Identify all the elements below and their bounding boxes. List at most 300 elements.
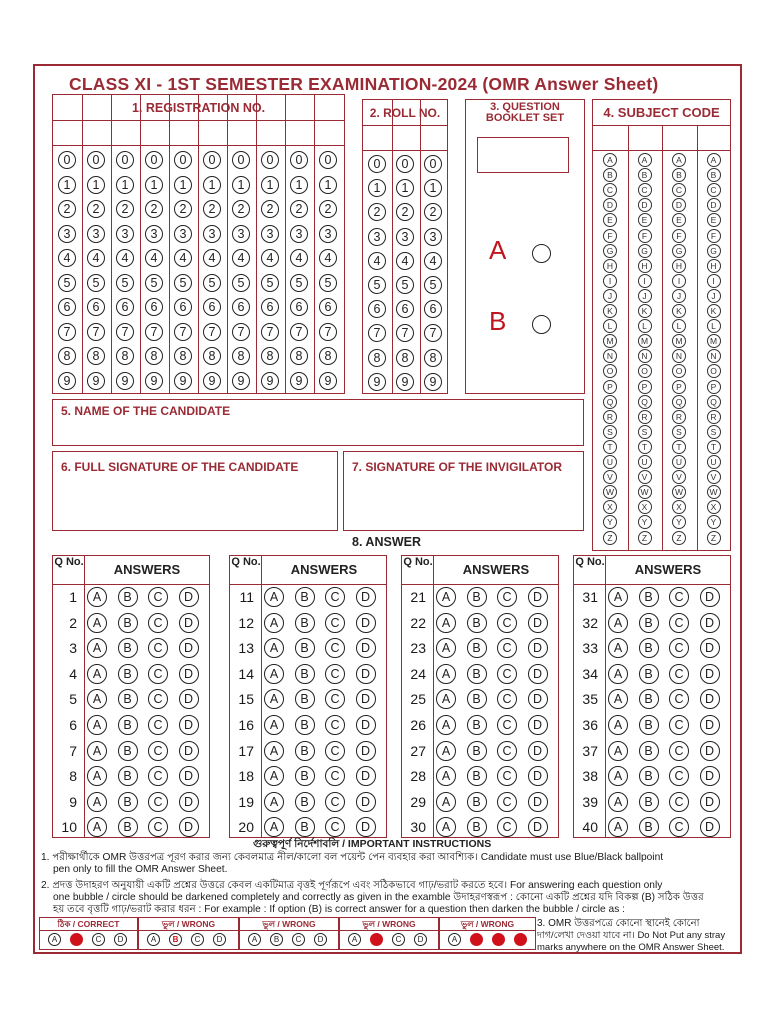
answer-option-bubble[interactable]: A [608, 715, 628, 735]
answer-option-bubble[interactable]: C [669, 638, 689, 658]
subject-code-bubble[interactable]: V [707, 470, 721, 484]
answer-option-bubble[interactable]: C [148, 817, 168, 837]
registration-digit-box[interactable] [227, 121, 256, 145]
subject-code-bubble[interactable]: S [672, 425, 686, 439]
subject-code-bubble[interactable]: Z [707, 531, 721, 545]
registration-digit-bubble[interactable]: 7 [116, 323, 134, 341]
registration-digit-bubble[interactable]: 4 [290, 249, 308, 267]
registration-digit-bubble[interactable]: 2 [116, 200, 134, 218]
registration-digit-bubble[interactable]: 6 [290, 298, 308, 316]
subject-code-bubble[interactable]: D [707, 198, 721, 212]
answer-option-bubble[interactable]: D [179, 613, 199, 633]
registration-digit-bubble[interactable]: 3 [87, 225, 105, 243]
subject-code-bubble[interactable]: E [638, 213, 652, 227]
subject-code-bubble[interactable]: O [603, 364, 617, 378]
answer-option-bubble[interactable]: D [356, 741, 376, 761]
answer-option-bubble[interactable]: C [669, 766, 689, 786]
answer-option-bubble[interactable]: A [436, 817, 456, 837]
registration-digit-bubble[interactable]: 2 [203, 200, 221, 218]
roll-digit-bubble[interactable]: 0 [368, 155, 386, 173]
registration-digit-bubble[interactable]: 0 [174, 151, 192, 169]
answer-option-bubble[interactable]: C [669, 613, 689, 633]
answer-option-bubble[interactable]: D [700, 587, 720, 607]
answer-option-bubble[interactable]: D [179, 664, 199, 684]
answer-option-bubble[interactable]: B [295, 741, 315, 761]
roll-digit-bubble[interactable]: 7 [424, 324, 442, 342]
answer-option-bubble[interactable]: A [87, 741, 107, 761]
registration-digit-bubble[interactable]: 8 [203, 347, 221, 365]
invigilator-signature-block[interactable] [343, 451, 584, 531]
answer-option-bubble[interactable]: D [528, 766, 548, 786]
answer-option-bubble[interactable]: A [264, 613, 284, 633]
registration-digit-bubble[interactable]: 9 [145, 372, 163, 390]
registration-digit-box[interactable] [169, 121, 198, 145]
answer-option-bubble[interactable]: D [179, 715, 199, 735]
registration-digit-bubble[interactable]: 2 [319, 200, 337, 218]
subject-code-bubble[interactable]: I [707, 274, 721, 288]
answer-option-bubble[interactable]: B [639, 715, 659, 735]
roll-digit-bubble[interactable]: 9 [368, 373, 386, 391]
registration-digit-bubble[interactable]: 8 [174, 347, 192, 365]
answer-option-bubble[interactable]: B [118, 613, 138, 633]
subject-code-bubble[interactable]: N [672, 349, 686, 363]
registration-digit-bubble[interactable]: 3 [319, 225, 337, 243]
answer-option-bubble[interactable]: C [497, 689, 517, 709]
registration-digit-bubble[interactable]: 6 [58, 298, 76, 316]
answer-option-bubble[interactable]: A [87, 817, 107, 837]
answer-option-bubble[interactable]: A [87, 792, 107, 812]
subject-code-bubble[interactable]: A [603, 153, 617, 167]
registration-digit-bubble[interactable]: 7 [145, 323, 163, 341]
subject-code-bubble[interactable]: T [707, 440, 721, 454]
answer-option-bubble[interactable]: A [264, 766, 284, 786]
answer-option-bubble[interactable]: C [497, 792, 517, 812]
subject-code-bubble[interactable]: V [603, 470, 617, 484]
subject-code-bubble[interactable]: I [603, 274, 617, 288]
answer-option-bubble[interactable]: B [467, 689, 487, 709]
answer-option-bubble[interactable]: D [356, 664, 376, 684]
answer-option-bubble[interactable]: D [179, 817, 199, 837]
answer-option-bubble[interactable]: C [148, 741, 168, 761]
registration-digit-bubble[interactable]: 6 [319, 298, 337, 316]
answer-option-bubble[interactable]: D [700, 792, 720, 812]
answer-option-bubble[interactable]: B [639, 792, 659, 812]
registration-digit-bubble[interactable]: 4 [145, 249, 163, 267]
answer-option-bubble[interactable]: A [264, 664, 284, 684]
registration-digit-bubble[interactable]: 9 [116, 372, 134, 390]
answer-option-bubble[interactable]: C [669, 664, 689, 684]
answer-option-bubble[interactable]: D [356, 638, 376, 658]
subject-code-bubble[interactable]: P [638, 380, 652, 394]
answer-option-bubble[interactable]: C [325, 715, 345, 735]
subject-code-bubble[interactable]: Q [707, 395, 721, 409]
subject-code-bubble[interactable]: M [603, 334, 617, 348]
answer-option-bubble[interactable]: A [608, 766, 628, 786]
roll-digit-bubble[interactable]: 7 [368, 324, 386, 342]
registration-digit-box[interactable] [140, 121, 169, 145]
answer-option-bubble[interactable]: B [295, 638, 315, 658]
answer-option-bubble[interactable]: C [325, 766, 345, 786]
subject-code-bubble[interactable]: J [707, 289, 721, 303]
answer-option-bubble[interactable]: B [295, 613, 315, 633]
registration-digit-bubble[interactable]: 6 [232, 298, 250, 316]
subject-code-bubble[interactable]: Y [672, 515, 686, 529]
registration-digit-bubble[interactable]: 4 [232, 249, 250, 267]
answer-option-bubble[interactable]: C [325, 613, 345, 633]
registration-digit-bubble[interactable]: 0 [116, 151, 134, 169]
registration-digit-bubble[interactable]: 1 [145, 176, 163, 194]
answer-option-bubble[interactable]: C [148, 715, 168, 735]
answer-option-bubble[interactable]: D [528, 741, 548, 761]
subject-code-bubble[interactable]: X [707, 500, 721, 514]
answer-option-bubble[interactable]: A [264, 689, 284, 709]
roll-digit-bubble[interactable]: 4 [368, 252, 386, 270]
subject-code-bubble[interactable]: G [672, 244, 686, 258]
subject-code-bubble[interactable]: H [707, 259, 721, 273]
subject-code-bubble[interactable]: O [672, 364, 686, 378]
registration-digit-bubble[interactable]: 5 [290, 274, 308, 292]
answer-option-bubble[interactable]: C [497, 715, 517, 735]
answer-option-bubble[interactable]: D [528, 587, 548, 607]
subject-code-bubble[interactable]: F [638, 229, 652, 243]
registration-digit-bubble[interactable]: 2 [290, 200, 308, 218]
answer-option-bubble[interactable]: A [608, 587, 628, 607]
answer-option-bubble[interactable]: B [118, 766, 138, 786]
registration-digit-bubble[interactable]: 8 [232, 347, 250, 365]
registration-digit-bubble[interactable]: 5 [174, 274, 192, 292]
answer-option-bubble[interactable]: B [467, 587, 487, 607]
answer-option-bubble[interactable]: B [118, 638, 138, 658]
booklet-set-a-bubble[interactable] [532, 244, 551, 263]
roll-digit-bubble[interactable]: 9 [396, 373, 414, 391]
subject-code-bubble[interactable]: D [603, 198, 617, 212]
registration-digit-box[interactable] [111, 121, 140, 145]
registration-digit-bubble[interactable]: 3 [261, 225, 279, 243]
roll-digit-bubble[interactable]: 2 [368, 203, 386, 221]
subject-code-bubble[interactable]: X [638, 500, 652, 514]
subject-code-bubble[interactable]: B [672, 168, 686, 182]
registration-digit-bubble[interactable]: 1 [116, 176, 134, 194]
subject-code-bubble[interactable]: N [707, 349, 721, 363]
answer-option-bubble[interactable]: C [497, 766, 517, 786]
registration-digit-bubble[interactable]: 1 [232, 176, 250, 194]
registration-digit-bubble[interactable]: 0 [203, 151, 221, 169]
registration-digit-bubble[interactable]: 8 [145, 347, 163, 365]
answer-option-bubble[interactable]: B [295, 817, 315, 837]
answer-option-bubble[interactable]: A [436, 715, 456, 735]
subject-code-bubble[interactable]: M [672, 334, 686, 348]
subject-code-bubble[interactable]: K [603, 304, 617, 318]
answer-option-bubble[interactable]: A [608, 817, 628, 837]
answer-option-bubble[interactable]: A [608, 792, 628, 812]
registration-digit-box[interactable] [198, 121, 227, 145]
answer-option-bubble[interactable]: D [356, 792, 376, 812]
subject-code-bubble[interactable]: K [638, 304, 652, 318]
subject-code-bubble[interactable]: G [638, 244, 652, 258]
registration-digit-bubble[interactable]: 8 [116, 347, 134, 365]
answer-option-bubble[interactable]: B [467, 715, 487, 735]
answer-option-bubble[interactable]: D [700, 613, 720, 633]
subject-code-bubble[interactable]: G [707, 244, 721, 258]
registration-digit-box[interactable] [53, 121, 82, 145]
answer-option-bubble[interactable]: D [528, 792, 548, 812]
answer-option-bubble[interactable]: C [497, 817, 517, 837]
answer-option-bubble[interactable]: A [608, 638, 628, 658]
answer-option-bubble[interactable]: B [295, 587, 315, 607]
candidate-signature-block[interactable] [52, 451, 338, 531]
registration-digit-bubble[interactable]: 7 [261, 323, 279, 341]
registration-digit-bubble[interactable]: 3 [116, 225, 134, 243]
roll-digit-bubble[interactable]: 5 [424, 276, 442, 294]
roll-digit-bubble[interactable]: 1 [424, 179, 442, 197]
answer-option-bubble[interactable]: A [87, 766, 107, 786]
answer-option-bubble[interactable]: B [295, 689, 315, 709]
answer-option-bubble[interactable]: D [179, 638, 199, 658]
registration-digit-bubble[interactable]: 0 [232, 151, 250, 169]
registration-digit-bubble[interactable]: 1 [319, 176, 337, 194]
registration-digit-bubble[interactable]: 0 [87, 151, 105, 169]
subject-code-bubble[interactable]: Q [638, 395, 652, 409]
subject-code-bubble[interactable]: O [707, 364, 721, 378]
subject-code-bubble[interactable]: G [603, 244, 617, 258]
subject-code-bubble[interactable]: E [707, 213, 721, 227]
subject-code-bubble[interactable]: I [672, 274, 686, 288]
registration-digit-bubble[interactable]: 5 [116, 274, 134, 292]
registration-digit-bubble[interactable]: 6 [261, 298, 279, 316]
subject-code-bubble[interactable]: Z [603, 531, 617, 545]
registration-digit-bubble[interactable]: 5 [145, 274, 163, 292]
registration-digit-bubble[interactable]: 8 [319, 347, 337, 365]
subject-code-bubble[interactable]: R [707, 410, 721, 424]
answer-option-bubble[interactable]: C [325, 817, 345, 837]
roll-digit-bubble[interactable]: 5 [368, 276, 386, 294]
answer-option-bubble[interactable]: D [700, 715, 720, 735]
roll-digit-bubble[interactable]: 1 [396, 179, 414, 197]
registration-digit-box[interactable] [256, 121, 285, 145]
answer-option-bubble[interactable]: D [356, 689, 376, 709]
roll-digit-bubble[interactable]: 7 [396, 324, 414, 342]
subject-code-bubble[interactable]: L [672, 319, 686, 333]
subject-code-bubble[interactable]: U [638, 455, 652, 469]
answer-option-bubble[interactable]: D [700, 817, 720, 837]
registration-digit-bubble[interactable]: 1 [58, 176, 76, 194]
roll-digit-bubble[interactable]: 0 [424, 155, 442, 173]
registration-digit-bubble[interactable]: 2 [145, 200, 163, 218]
answer-option-bubble[interactable]: A [87, 638, 107, 658]
answer-option-bubble[interactable]: C [148, 792, 168, 812]
answer-option-bubble[interactable]: B [639, 613, 659, 633]
answer-option-bubble[interactable]: D [356, 766, 376, 786]
registration-digit-bubble[interactable]: 4 [203, 249, 221, 267]
answer-option-bubble[interactable]: D [356, 715, 376, 735]
subject-code-bubble[interactable]: N [638, 349, 652, 363]
subject-code-bubble[interactable]: E [672, 213, 686, 227]
answer-option-bubble[interactable]: D [528, 817, 548, 837]
subject-code-bubble[interactable]: O [638, 364, 652, 378]
registration-digit-bubble[interactable]: 7 [203, 323, 221, 341]
registration-digit-bubble[interactable]: 9 [87, 372, 105, 390]
registration-digit-bubble[interactable]: 8 [261, 347, 279, 365]
registration-digit-bubble[interactable]: 3 [145, 225, 163, 243]
registration-digit-bubble[interactable]: 7 [58, 323, 76, 341]
answer-option-bubble[interactable]: C [325, 638, 345, 658]
subject-code-bubble[interactable]: S [603, 425, 617, 439]
answer-option-bubble[interactable]: D [528, 715, 548, 735]
registration-digit-bubble[interactable]: 8 [87, 347, 105, 365]
subject-code-bubble[interactable]: R [638, 410, 652, 424]
registration-digit-bubble[interactable]: 7 [319, 323, 337, 341]
answer-option-bubble[interactable]: B [467, 664, 487, 684]
roll-digit-bubble[interactable]: 8 [396, 349, 414, 367]
subject-code-bubble[interactable]: F [672, 229, 686, 243]
answer-option-bubble[interactable]: C [497, 664, 517, 684]
registration-digit-bubble[interactable]: 2 [261, 200, 279, 218]
registration-digit-bubble[interactable]: 0 [319, 151, 337, 169]
answer-option-bubble[interactable]: A [87, 715, 107, 735]
subject-code-bubble[interactable]: M [707, 334, 721, 348]
answer-option-bubble[interactable]: B [295, 664, 315, 684]
registration-digit-bubble[interactable]: 4 [87, 249, 105, 267]
answer-option-bubble[interactable]: A [436, 792, 456, 812]
answer-option-bubble[interactable]: C [325, 664, 345, 684]
roll-digit-bubble[interactable]: 2 [424, 203, 442, 221]
answer-option-bubble[interactable]: A [436, 741, 456, 761]
subject-code-bubble[interactable]: T [638, 440, 652, 454]
roll-digit-bubble[interactable]: 4 [396, 252, 414, 270]
answer-option-bubble[interactable]: C [669, 587, 689, 607]
registration-digit-bubble[interactable]: 9 [203, 372, 221, 390]
subject-code-bubble[interactable]: T [672, 440, 686, 454]
answer-option-bubble[interactable]: C [148, 689, 168, 709]
answer-option-bubble[interactable]: A [87, 664, 107, 684]
candidate-name-block[interactable] [52, 399, 584, 446]
subject-code-bubble[interactable]: C [707, 183, 721, 197]
subject-code-bubble[interactable]: T [603, 440, 617, 454]
answer-option-bubble[interactable]: A [264, 715, 284, 735]
answer-option-bubble[interactable]: A [87, 689, 107, 709]
answer-option-bubble[interactable]: B [639, 741, 659, 761]
answer-option-bubble[interactable]: C [497, 638, 517, 658]
registration-digit-bubble[interactable]: 6 [116, 298, 134, 316]
subject-code-bubble[interactable]: Z [672, 531, 686, 545]
subject-code-bubble[interactable]: D [672, 198, 686, 212]
subject-code-bubble[interactable]: B [707, 168, 721, 182]
registration-digit-bubble[interactable]: 5 [58, 274, 76, 292]
answer-option-bubble[interactable]: B [118, 587, 138, 607]
subject-code-bubble[interactable]: W [638, 485, 652, 499]
booklet-write-box[interactable] [477, 137, 569, 173]
answer-option-bubble[interactable]: B [118, 741, 138, 761]
registration-digit-bubble[interactable]: 3 [58, 225, 76, 243]
subject-code-bubble[interactable]: R [672, 410, 686, 424]
registration-digit-box[interactable] [285, 121, 314, 145]
roll-digit-bubble[interactable]: 2 [396, 203, 414, 221]
subject-code-bubble[interactable]: U [672, 455, 686, 469]
answer-option-bubble[interactable]: A [436, 689, 456, 709]
answer-option-bubble[interactable]: D [179, 689, 199, 709]
subject-code-bubble[interactable]: K [707, 304, 721, 318]
subject-code-bubble[interactable]: V [638, 470, 652, 484]
registration-digit-bubble[interactable]: 6 [87, 298, 105, 316]
registration-digit-bubble[interactable]: 2 [87, 200, 105, 218]
subject-code-bubble[interactable]: M [638, 334, 652, 348]
registration-digit-bubble[interactable]: 4 [116, 249, 134, 267]
roll-digit-bubble[interactable]: 8 [424, 349, 442, 367]
subject-code-bubble[interactable]: F [603, 229, 617, 243]
subject-code-bubble[interactable]: R [603, 410, 617, 424]
subject-code-bubble[interactable]: Q [603, 395, 617, 409]
answer-option-bubble[interactable]: B [639, 664, 659, 684]
answer-option-bubble[interactable]: C [148, 664, 168, 684]
answer-option-bubble[interactable]: A [436, 664, 456, 684]
answer-option-bubble[interactable]: C [669, 715, 689, 735]
subject-code-bubble[interactable]: Y [707, 515, 721, 529]
subject-code-bubble[interactable]: H [672, 259, 686, 273]
registration-digit-bubble[interactable]: 2 [174, 200, 192, 218]
answer-option-bubble[interactable]: A [264, 792, 284, 812]
answer-option-bubble[interactable]: C [669, 689, 689, 709]
subject-code-bubble[interactable]: W [603, 485, 617, 499]
answer-option-bubble[interactable]: B [295, 792, 315, 812]
answer-option-bubble[interactable]: B [639, 587, 659, 607]
answer-option-bubble[interactable]: D [528, 689, 548, 709]
answer-option-bubble[interactable]: A [264, 741, 284, 761]
subject-code-bubble[interactable]: S [707, 425, 721, 439]
roll-digit-bubble[interactable]: 1 [368, 179, 386, 197]
subject-code-bubble[interactable]: J [603, 289, 617, 303]
registration-digit-bubble[interactable]: 5 [232, 274, 250, 292]
subject-code-bubble[interactable]: K [672, 304, 686, 318]
answer-option-bubble[interactable]: D [700, 741, 720, 761]
registration-digit-bubble[interactable]: 1 [261, 176, 279, 194]
answer-option-bubble[interactable]: B [467, 792, 487, 812]
registration-digit-bubble[interactable]: 1 [290, 176, 308, 194]
answer-option-bubble[interactable]: A [87, 587, 107, 607]
subject-code-bubble[interactable]: F [707, 229, 721, 243]
registration-digit-bubble[interactable]: 5 [203, 274, 221, 292]
answer-option-bubble[interactable]: C [148, 613, 168, 633]
answer-option-bubble[interactable]: C [497, 613, 517, 633]
subject-code-bubble[interactable]: X [603, 500, 617, 514]
subject-code-bubble[interactable]: P [603, 380, 617, 394]
subject-code-bubble[interactable]: C [672, 183, 686, 197]
roll-digit-bubble[interactable]: 9 [424, 373, 442, 391]
registration-digit-bubble[interactable]: 3 [290, 225, 308, 243]
subject-code-bubble[interactable]: U [603, 455, 617, 469]
answer-option-bubble[interactable]: A [436, 587, 456, 607]
answer-option-bubble[interactable]: C [669, 817, 689, 837]
booklet-set-b-bubble[interactable] [532, 315, 551, 334]
answer-option-bubble[interactable]: B [639, 689, 659, 709]
roll-digit-bubble[interactable]: 0 [396, 155, 414, 173]
answer-option-bubble[interactable]: A [87, 613, 107, 633]
answer-option-bubble[interactable]: D [700, 689, 720, 709]
registration-digit-bubble[interactable]: 3 [232, 225, 250, 243]
answer-option-bubble[interactable]: B [295, 766, 315, 786]
subject-code-bubble[interactable]: D [638, 198, 652, 212]
answer-option-bubble[interactable]: B [467, 741, 487, 761]
answer-option-bubble[interactable]: B [467, 766, 487, 786]
answer-option-bubble[interactable]: C [669, 741, 689, 761]
roll-digit-bubble[interactable]: 5 [396, 276, 414, 294]
registration-digit-bubble[interactable]: 1 [203, 176, 221, 194]
registration-digit-bubble[interactable]: 5 [319, 274, 337, 292]
answer-option-bubble[interactable]: D [528, 613, 548, 633]
roll-digit-bubble[interactable]: 3 [368, 228, 386, 246]
answer-option-bubble[interactable]: C [148, 587, 168, 607]
answer-option-bubble[interactable]: D [356, 613, 376, 633]
subject-code-bubble[interactable]: S [638, 425, 652, 439]
